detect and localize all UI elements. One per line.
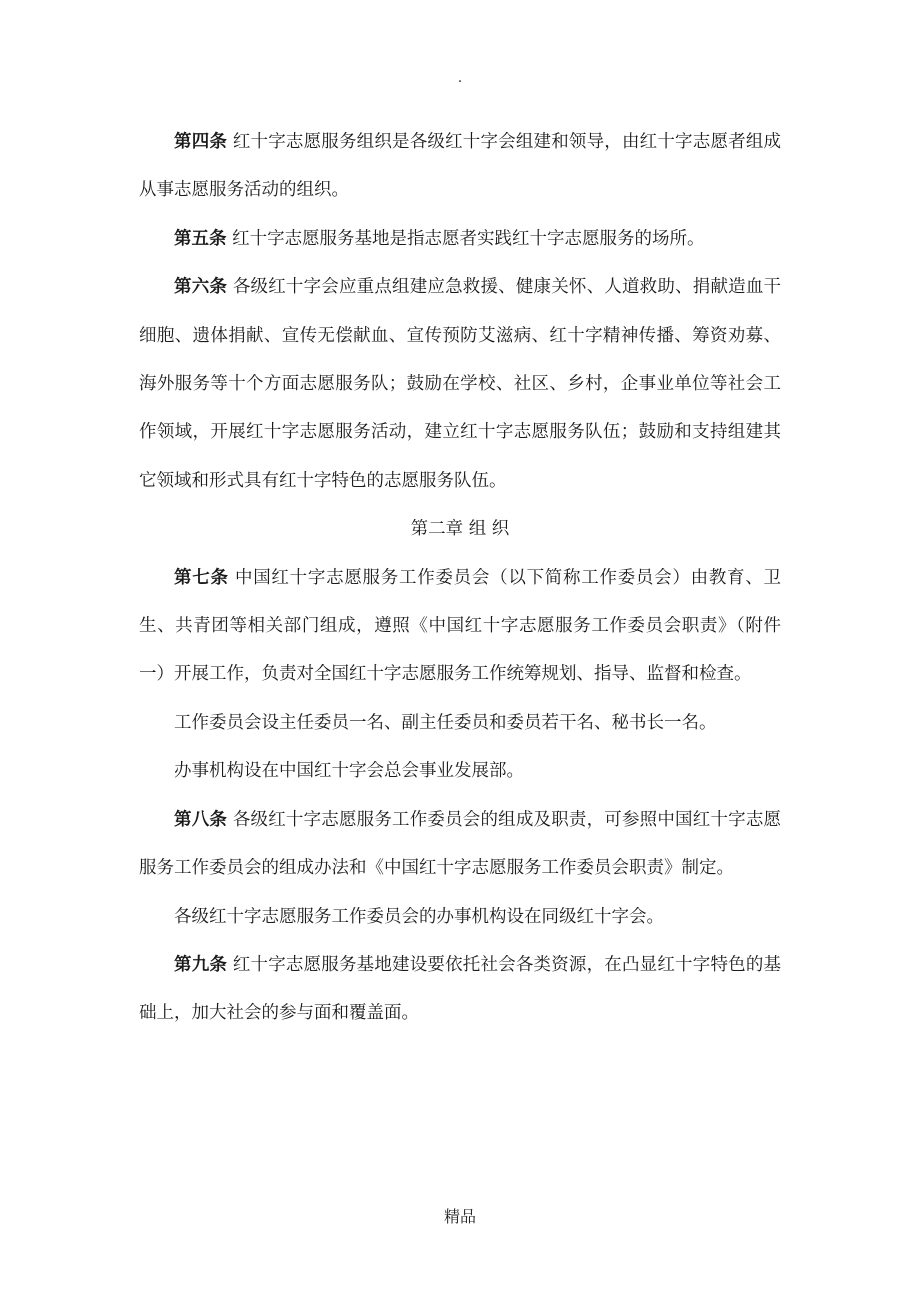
- article-text: 红十字志愿服务组织是各级红十字会组建和领导，由红十字志愿者组成从事志愿服务活动的组织。: [139, 132, 782, 201]
- paragraph-article-8: [139, 796, 781, 893]
- article-text: 红十字志愿服务基地是指志愿者实践红十字志愿服务的场所。: [226, 228, 705, 249]
- paragraph-article-6: [139, 263, 781, 505]
- article-label: 第八条: [174, 809, 228, 830]
- article-label: 第九条: [174, 954, 228, 975]
- paragraph-article-4: [139, 118, 781, 215]
- article-text: 红十字志愿服务基地建设要依托社会各类资源，在凸显红十字特色的基础上，加大社会的参与面和覆盖面。: [139, 954, 782, 1024]
- chapter-heading: 第二章 组 织: [410, 519, 510, 540]
- paragraph-office-location: [139, 747, 781, 795]
- paragraph-text: 办事机构设在中国红十字会总会事业发展部。: [174, 761, 524, 782]
- article-text: 中国红十字志愿服务工作委员会（以下简称工作委员会）由教育、卫生、共青团等相关部门组成，遵照《中国红十字志愿服务工作委员会职责》（附件一）开展工作，负责对全国红十字志愿服务工作统筹规划、指导、监督和检查。: [139, 567, 782, 685]
- page-header-mark: .: [457, 70, 463, 86]
- article-label: 第四条: [174, 132, 228, 152]
- article-label: 第六条: [174, 277, 228, 298]
- paragraph-text: 工作委员会设主任委员一名、副主任委员和委员若干名、秘书长一名。: [174, 712, 717, 733]
- paragraph-article-9: [139, 941, 781, 1038]
- paragraph-article-7: [139, 554, 781, 699]
- paragraph-local-office: [139, 893, 781, 941]
- paragraph-committee-members: [139, 699, 781, 747]
- article-label: 第七条: [174, 567, 229, 588]
- document-body: [139, 118, 781, 1038]
- article-label: 第五条: [174, 228, 227, 249]
- paragraph-article-5: [139, 215, 781, 263]
- paragraph-text: 各级红十字志愿服务工作委员会的办事机构设在同级红十字会。: [174, 906, 664, 927]
- article-text: 各级红十字会应重点组建应急救援、健康关怀、人道救助、捐献造血干细胞、遗体捐献、宣传无偿献血、宣传预防艾滋病、红十字精神传播、筹资劝募、海外服务等十个方面志愿服务队；鼓励在学校、社区、乡村，企事业单位等社会工作领域，开展红十字志愿服务活动，建立红十字志愿服务队伍；鼓励和支持组建其它领域和形式具有红十字特色的志愿服务队伍。: [139, 277, 782, 491]
- page-footer: 精品: [443, 1207, 476, 1226]
- article-text: 各级红十字志愿服务工作委员会的组成及职责，可参照中国红十字志愿服务工作委员会的组成办法和《中国红十字志愿服务工作委员会职责》制定。: [139, 809, 782, 879]
